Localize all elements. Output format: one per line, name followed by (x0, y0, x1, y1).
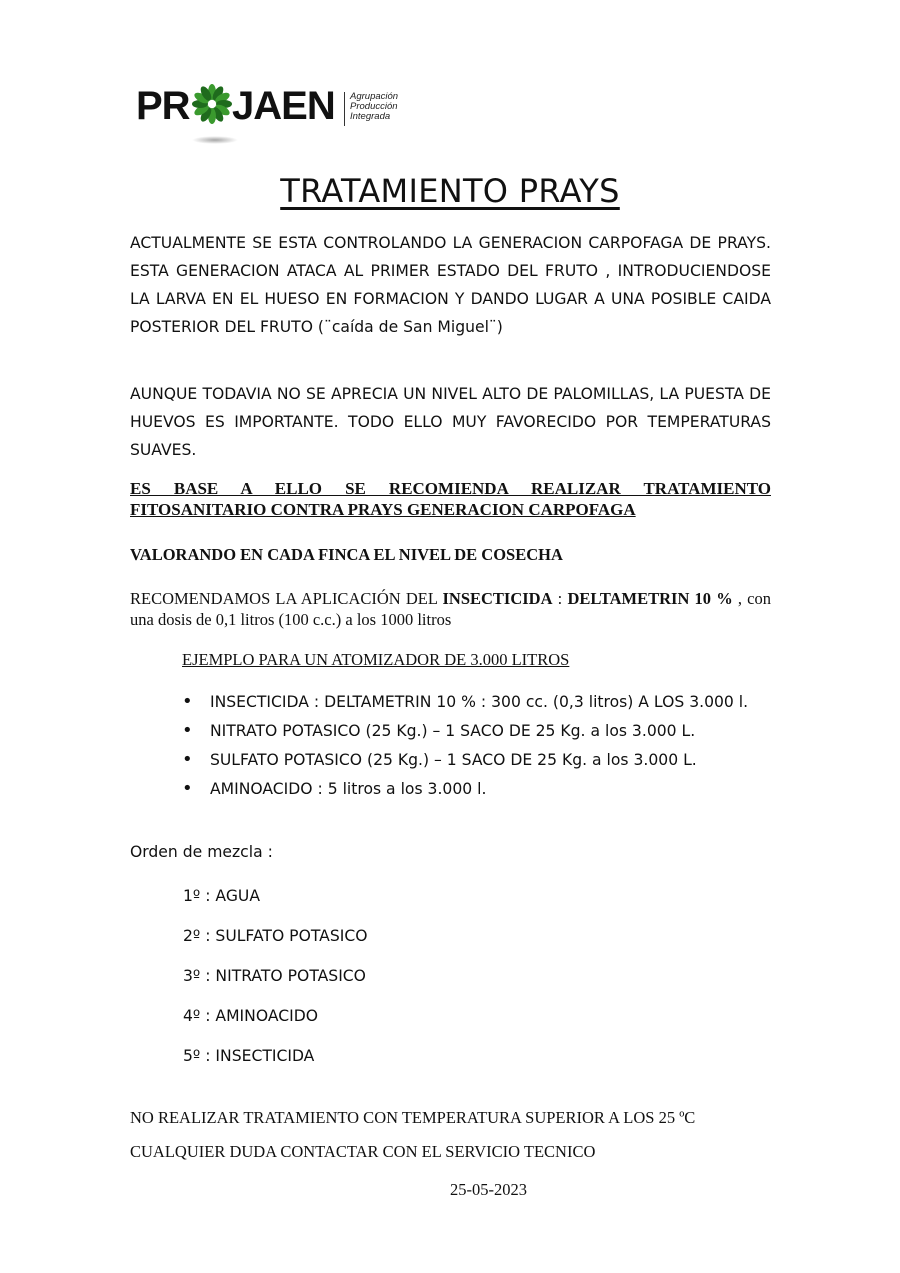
projaen-logo (136, 78, 426, 148)
temperature-warning: NO REALIZAR TRATAMIENTO CON TEMPERATURA SUPERIOR A LOS 25 ºC (130, 1108, 696, 1127)
harvest-note: VALORANDO EN CADA FINCA EL NIVEL DE COSECHA (130, 545, 563, 564)
list-item: • INSECTICIDA : DELTAMETRIN 10 % : 300 cc. (0,3 litros) A LOS 3.000 l. (180, 688, 760, 716)
logo-tagline: Agrupación Producción Integrada (350, 91, 399, 122)
logo-shadow (192, 136, 238, 144)
application-recommendation (130, 588, 771, 630)
contact-note: CUALQUIER DUDA CONTACTAR CON EL SERVICIO TECNICO (130, 1142, 596, 1161)
dosage-list (180, 688, 760, 804)
mix-step: 2º : SULFATO POTASICO (183, 927, 368, 945)
second-paragraph: AUNQUE TODAVIA NO SE APRECIA UN NIVEL ALTO DE PALOMILLAS, LA PUESTA DE HUEVOS ES IMPORTANTE. TODO ELLO MUY FAVORECIDO POR TEMPERATURAS SUAVES. (130, 385, 771, 459)
application-prefix: RECOMENDAMOS LA APLICACIÓN DEL (130, 589, 443, 608)
logo-flower-icon (190, 82, 234, 126)
logo-divider (344, 92, 345, 126)
mix-step: 5º : INSECTICIDA (183, 1047, 315, 1065)
recommendation-statement: ES BASE A ELLO SE RECOMIENDA REALIZAR TRATAMIENTO FITOSANITARIO CONTRA PRAYS GENERACION CARPOFAGA (130, 479, 771, 519)
document-date: 25-05-2023 (450, 1180, 527, 1199)
application-separator: : (552, 589, 568, 608)
list-item: • AMINOACIDO : 5 litros a los 3.000 l. (180, 775, 760, 803)
mix-step: 3º : NITRATO POTASICO (183, 967, 366, 985)
logo-text-pr: PR (136, 84, 190, 128)
product-name: DELTAMETRIN 10 % (567, 589, 733, 608)
logo-text-jaen: JAEN (232, 84, 335, 128)
application-dose: , con una dosis de 0,1 litros (100 c.c.) a los 1000 litros (130, 589, 771, 629)
intro-paragraph: ACTUALMENTE SE ESTA CONTROLANDO LA GENERACION CARPOFAGA DE PRAYS. ESTA GENERACION ATACA AL PRIMER ESTADO DEL FRUTO , INTRODUCIENDOSE LA LARVA EN EL HUESO EN FORMACION Y DANDO LUGAR A UNA POSIBLE CAIDA POSTERIOR DEL FRUTO (¨caída de San Miguel¨) (130, 234, 771, 336)
list-item: • NITRATO POTASICO (25 Kg.) – 1 SACO DE 25 Kg. a los 3.000 L. (180, 717, 760, 745)
list-item: • SULFATO POTASICO (25 Kg.) – 1 SACO DE 25 Kg. a los 3.000 L. (180, 746, 760, 774)
mix-order-list (183, 884, 368, 1084)
insecticide-label: INSECTICIDA (442, 589, 553, 608)
example-heading: EJEMPLO PARA UN ATOMIZADOR DE 3.000 LITROS (182, 650, 570, 669)
mix-order-label: Orden de mezcla : (130, 843, 273, 861)
page-title: TRATAMIENTO PRAYS (280, 172, 620, 210)
mix-step: 1º : AGUA (183, 887, 260, 905)
mix-step: 4º : AMINOACIDO (183, 1007, 318, 1025)
